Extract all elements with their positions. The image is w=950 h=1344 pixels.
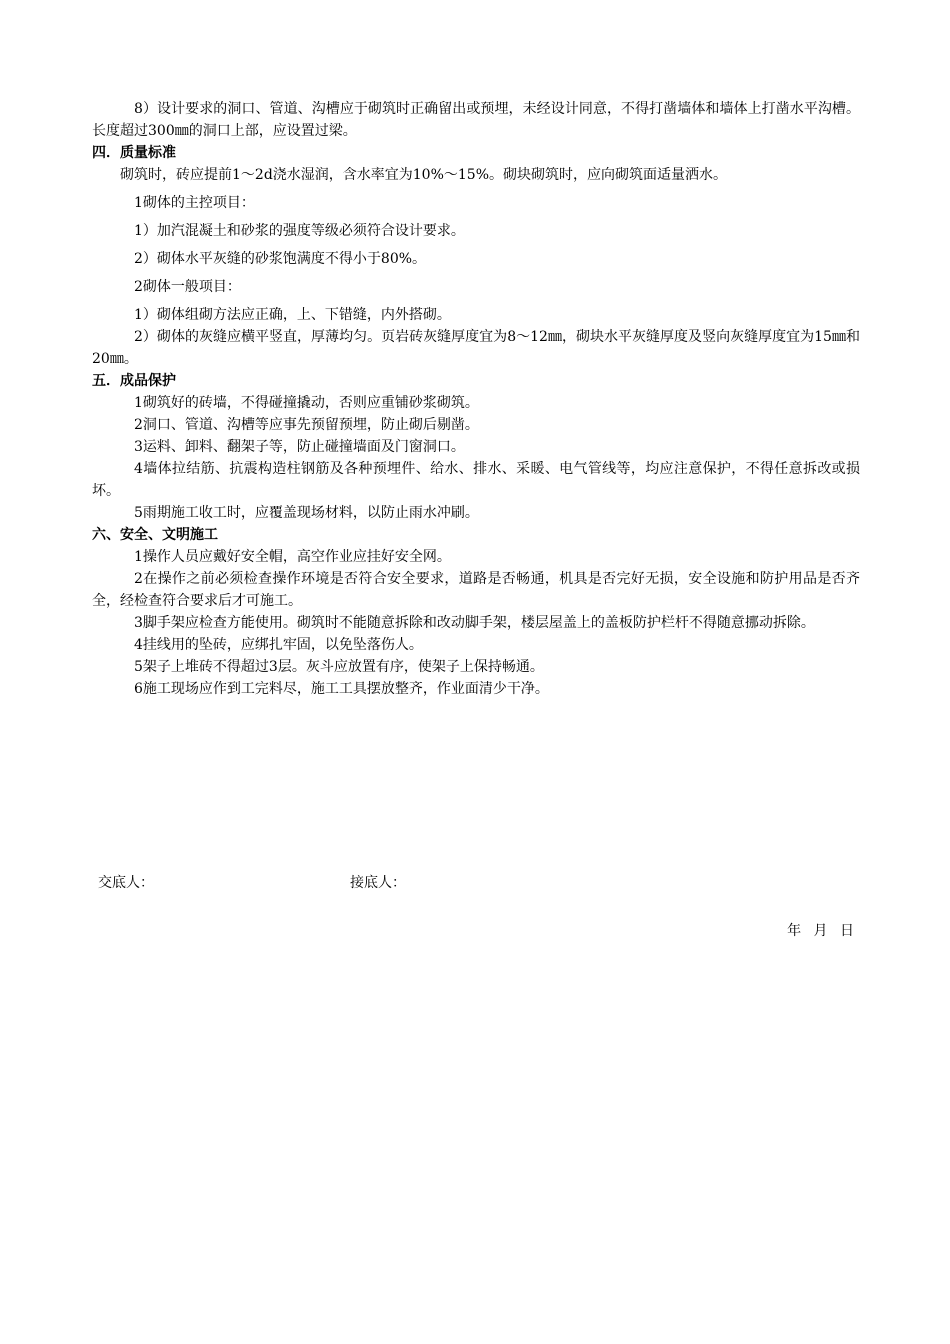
receiver-person-label: 接底人： <box>350 875 406 891</box>
section-heading-safety: 六、安全、文明施工 <box>92 527 218 543</box>
paragraph-protection-2: 2洞口、管道、沟槽等应事先预留预埋，防止砌后剔凿。 <box>134 417 479 433</box>
section-heading-quality-standard: 四．质量标准 <box>92 145 176 161</box>
paragraph-main-control-items: 1砌体的主控项目： <box>134 195 255 211</box>
paragraph-mortar-fullness: 2）砌体水平灰缝的砂浆饱满度不得小于80%。 <box>134 251 427 267</box>
document-body <box>92 98 860 700</box>
date-label: 年 月 日 <box>787 923 858 939</box>
section-heading-product-protection: 五．成品保护 <box>92 373 176 389</box>
paragraph-safety-4: 4挂线用的坠砖，应绑扎牢固，以免坠落伤人。 <box>134 637 423 653</box>
paragraph-general-items: 2砌体一般项目： <box>134 279 241 295</box>
paragraph-safety-2: 2在操作之前必须检查操作环境是否符合安全要求，道路是否畅通，机具是否完好无损，安全设施和防护用品是否齐全，经检查符合要求后才可施工。 <box>92 571 860 609</box>
handover-person-label: 交底人： <box>98 875 154 891</box>
paragraph-strength-grade: 1）加汽混凝土和砂浆的强度等级必须符合设计要求。 <box>134 223 465 239</box>
signature-row <box>98 872 798 894</box>
paragraph-protection-3: 3运料、卸料、翻架子等，防止碰撞墙面及门窗洞口。 <box>134 439 465 455</box>
paragraph-safety-5: 5架子上堆砖不得超过3层。灰斗应放置有序，使架子上保持畅通。 <box>134 659 544 675</box>
paragraph-protection-1: 1砌筑好的砖墙，不得碰撞撬动，否则应重铺砂浆砌筑。 <box>134 395 479 411</box>
paragraph-safety-3: 3脚手架应检查方能使用。砌筑时不能随意拆除和改动脚手架，楼层屋盖上的盖板防护栏杆不得随意挪动拆除。 <box>134 615 815 631</box>
paragraph-design-openings: 8）设计要求的洞口、管道、沟槽应于砌筑时正确留出或预埋，未经设计同意，不得打凿墙体和墙体上打凿水平沟槽。长度超过300㎜的洞口上部，应设置过梁。 <box>92 101 860 139</box>
paragraph-safety-6: 6施工现场应作到工完料尽，施工工具摆放整齐，作业面清少干净。 <box>134 681 549 697</box>
paragraph-safety-1: 1操作人员应戴好安全帽，高空作业应挂好安全网。 <box>134 549 451 565</box>
paragraph-protection-5: 5雨期施工收工时，应覆盖现场材料，以防止雨水冲刷。 <box>134 505 479 521</box>
paragraph-bonding-method: 1）砌体组砌方法应正确，上、下错缝，内外搭砌。 <box>134 307 451 323</box>
paragraph-protection-4: 4墙体拉结筋、抗震构造柱钢筋及各种预埋件、给水、排水、采暖、电气管线等，均应注意保护，不得任意拆改或损坏。 <box>92 461 860 499</box>
paragraph-joint-thickness: 2）砌体的灰缝应横平竖直，厚薄均匀。页岩砖灰缝厚度宜为8～12㎜，砌块水平灰缝厚度及竖向灰缝厚度宜为15㎜和20㎜。 <box>92 329 860 367</box>
paragraph-brick-watering: 砌筑时，砖应提前1～2d浇水湿润，含水率宜为10%～15%。砌块砌筑时，应向砌筑面适量洒水。 <box>120 167 728 183</box>
